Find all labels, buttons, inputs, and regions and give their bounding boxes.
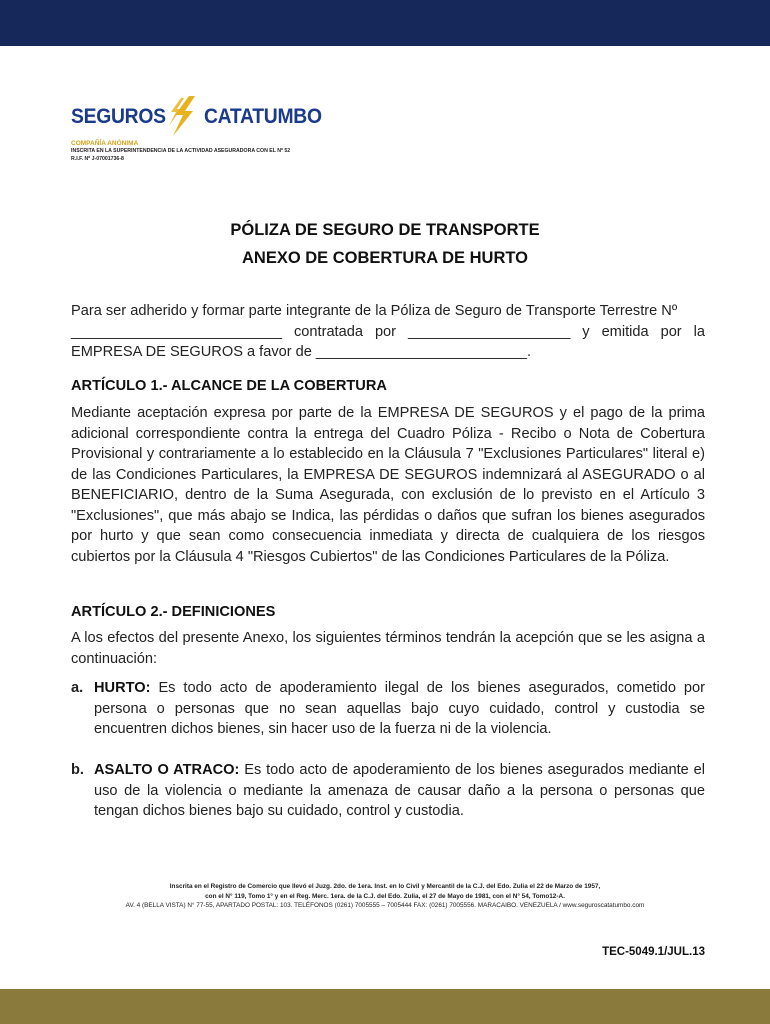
intro-word: emitida xyxy=(601,323,649,340)
intro-word: contratada xyxy=(294,323,363,340)
intro-word: por xyxy=(660,323,682,340)
intro-line-3: EMPRESA DE SEGUROS a favor de __________________________. xyxy=(71,344,532,360)
contracted-by-blank: ____________________ xyxy=(408,323,571,340)
article-2-text: A los efectos del presente Anexo, los siguientes términos tendrán la acepción que se les asigna a continuación: xyxy=(71,630,705,667)
definition-text: Es todo acto de apoderamiento ilegal de los bienes asegurados, cometido por persona o personas que no sean aquellas bajo cuyo cuidado, control y custodia se encuentren dichos bienes, sin hacer uso de la fuerza ni de la violencia. xyxy=(94,680,706,737)
definition-item-hurto xyxy=(71,678,705,740)
intro-word: la xyxy=(693,323,705,340)
policy-number-blank: __________________________ xyxy=(71,323,283,340)
intro-word: y xyxy=(582,323,590,340)
footer-registry-line-2: con el N° 119, Tomo 1° y en el Reg. Merc. 1era. de la C.J. del Edo. Zulia, el 27 de Mayo de 1981, con el N° 54, Tomo12-A. xyxy=(205,893,565,900)
lightning-bolt-icon xyxy=(167,96,201,136)
article-2-heading: ARTÍCULO 2.- DEFINICIONES xyxy=(71,604,276,620)
article-1-text: Mediante aceptación expresa por parte de la EMPRESA DE SEGUROS y el pago de la prima adicional correspondiente contra la entrega del Cuadro Póliza - Recibo o Nota de Cobertura Provisional y contrariamente a lo establecido en la Cláusula 7 "Exclusiones Particulares" literal e) de las Condiciones Particulares, la EMPRESA DE SEGUROS indemnizará al ASEGURADO o al BENEFICIARIO, dentro de la Suma Asegurada, con exclusión de lo previsto en el Artículo 3 "Exclusiones", que más abajo se Indica, las pérdidas o daños que sufran los bienes asegurados por hurto y que sean como consecuencia inmediata y directa de cualquiera de los riesgos cubiertos por la Cláusula 4 "Riesgos Cubiertos" de las Condiciones Particulares de la Póliza. xyxy=(71,405,705,565)
definition-term: ASALTO O ATRACO: xyxy=(94,762,240,778)
list-marker: a. xyxy=(71,680,84,696)
company-registration: INSCRITA EN LA SUPERINTENDENCIA DE LA ACTIVIDAD ASEGURADORA CON EL Nº 52 xyxy=(71,148,291,154)
article-1-heading: ARTÍCULO 1.- ALCANCE DE LA COBERTURA xyxy=(71,378,387,394)
top-color-bar xyxy=(0,0,770,46)
definition-item-asalto xyxy=(71,760,705,822)
intro-paragraph xyxy=(71,301,705,363)
logo-word-catatumbo: CATATUMBO xyxy=(204,105,322,128)
bottom-color-bar xyxy=(0,989,770,1024)
definition-text: Es todo acto de apoderamiento de los bienes asegurados mediante el uso de la violencia o mediante la amenaza de causar daño a la persona o personas que tengan dichos bienes bajo su cuidado, control y custodia. xyxy=(94,762,705,819)
company-rif: R.I.F. Nº J-07001736-8 xyxy=(71,156,124,162)
intro-line-1: Para ser adherido y formar parte integrante de la Póliza de Seguro de Transporte Terrestre Nº xyxy=(71,303,678,319)
footer-address: AV. 4 (BELLA VISTA) N° 77-55, APARTADO POSTAL: 103. TELÉFONOS (0261) 7005555 – 7005444 FAX: (0261) 7005556. MARACAIBO. VENEZUELA / www.seguroscatatumbo.com xyxy=(125,902,645,909)
intro-line-2 xyxy=(71,322,705,343)
list-marker: b. xyxy=(71,762,84,778)
intro-word: por xyxy=(374,323,397,340)
document-title: PÓLIZA DE SEGURO DE TRANSPORTE xyxy=(230,221,540,239)
document-code: TEC-5049.1/JUL.13 xyxy=(602,946,705,958)
definition-term: HURTO: xyxy=(94,680,151,696)
document-subtitle: ANEXO DE COBERTURA DE HURTO xyxy=(241,249,529,267)
logo-word-seguros: SEGUROS xyxy=(71,105,166,128)
footer-registry-line-1: Inscrita en el Registro de Comercio que llevó el Juzg. 2do. de 1era. Inst. en lo Civil y Mercantil de la C.J. del Edo. Zulia el 22 de Marzo de 1957, xyxy=(169,883,601,890)
company-type: COMPAÑÍA ANÓNIMA xyxy=(71,140,139,147)
